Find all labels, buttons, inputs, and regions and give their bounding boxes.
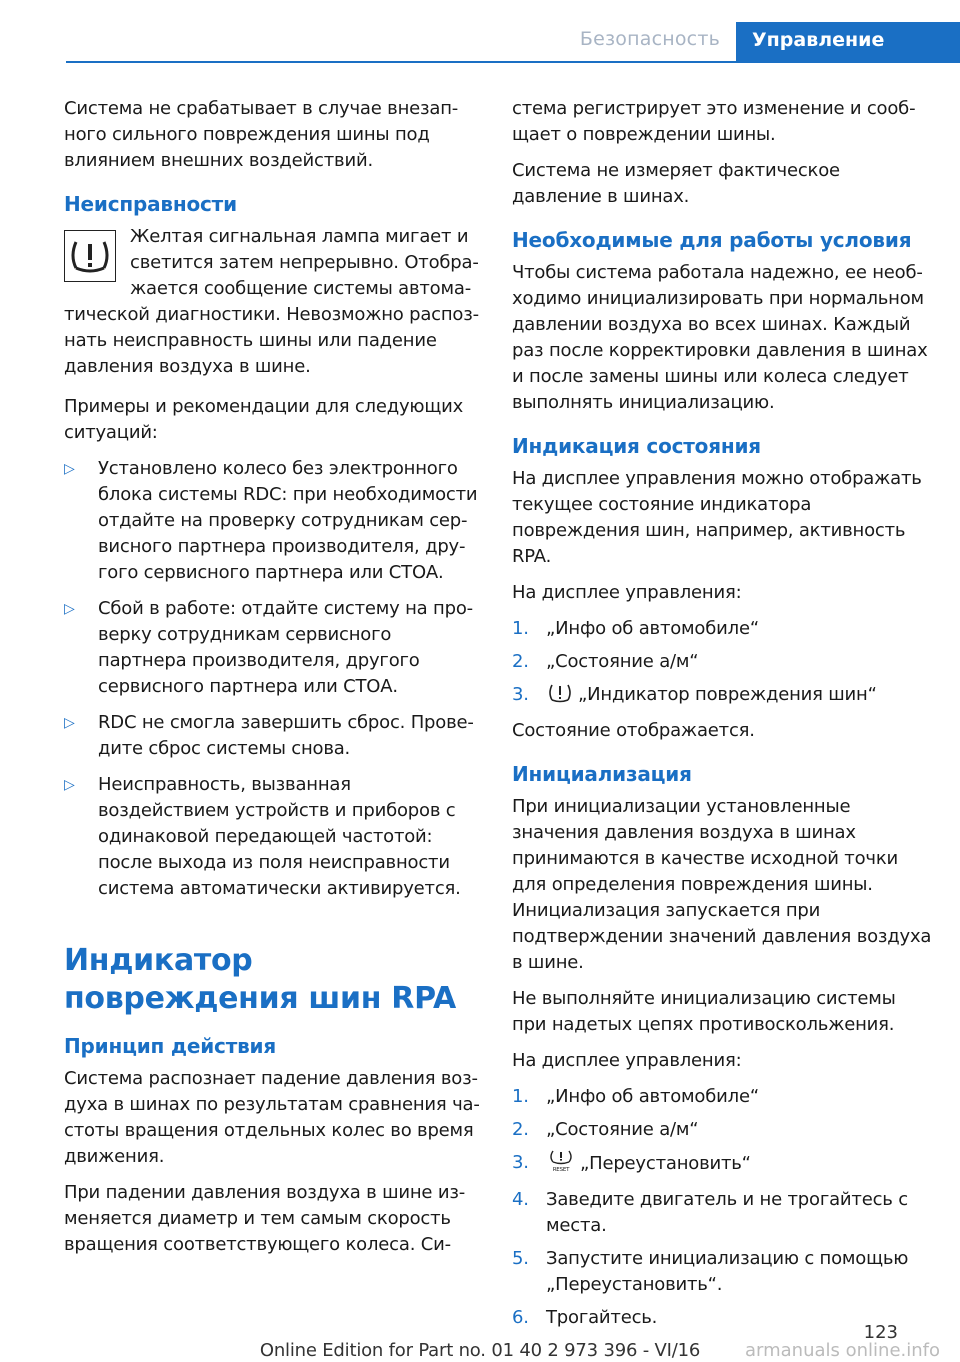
list-item: 3. „Индикатор повреждения шин“ [512,682,932,711]
triangle-right-icon: ▷ [64,777,75,793]
header-bar [0,0,960,62]
watermark: armanuals online.info [744,1340,940,1361]
list-item: ▷ RDC не смогла завершить сброс. Проведите сброс системы снова. [64,712,474,759]
tab-safety[interactable]: Безопасность [579,28,720,50]
faults-text: Желтая сигнальная лампа мигает и светится затем непрерывно. Отображается сообщение системы автоматической диагностики. Невозможно распознать неисправность шины или падение давления воздуха в шине. [64,226,480,377]
list-item: 4. Заведите двигатель и не трогайтесь с места. [512,1189,908,1236]
list-item: ▷ Сбой в работе: отдайте систему на проверку сотрудникам сервисного партнера производителя, другого сервисного партнера или СТОА. [64,598,474,697]
page-number: 123 [863,1322,898,1343]
list-item: 3. RESET „Переустановить“ [512,1150,932,1180]
tire-pressure-warning-icon [548,683,572,711]
examples-intro: Примеры и рекомендации для следующих ситуаций: [64,396,464,443]
status-heading: Индикация состояния [512,434,761,458]
status-result: Состояние отображается. [512,720,755,741]
list-item: ▷ Неисправность, вызванная воздействием устройств и приборов с одинаковой передающей частотой: после выхода из поля неисправности система автоматически активируется. [64,774,461,899]
rpa-heading: Индикатор повреждения шин RPA [64,943,456,1016]
status-paragraph: На дисплее управления можно отображать текущее состояние индикатора повреждения шин, например, активность RPA. [512,468,922,567]
right-column [512,96,932,1338]
continuation-paragraph-1: стема регистрирует это изменение и сообщает о повреждении шины. [512,98,916,145]
header-rule [66,61,960,63]
triangle-right-icon: ▷ [64,715,75,731]
intro-paragraph: Система не срабатывает в случае внезапного сильного повреждения шины под влиянием внешних воздействий. [64,98,459,171]
tab-controls[interactable]: Управление [736,22,960,62]
conditions-heading: Необходимые для работы условия [512,228,912,252]
conditions-paragraph: Чтобы система работала надежно, ее необходимо инициализировать при нормальном давлении воздуха во всех шинах. Каждый раз после корректировки давления в шинах и после замены шины или колеса следует выполнять инициализацию. [512,262,928,413]
edition-line: Online Edition for Part no. 01 40 2 973 396 - VI/16 [259,1340,701,1361]
faults-paragraph [64,224,484,380]
display-intro-1: На дисплее управления: [512,582,742,603]
list-item: 5. Запустите инициализацию с помощью „Переустановить“. [512,1248,909,1295]
left-column [64,96,484,1268]
triangle-right-icon: ▷ [64,601,75,617]
examples-list [64,456,484,902]
list-item: 2. „Состояние а/м“ [512,1119,699,1140]
principle-paragraph-2: При падении давления воздуха в шине изменяется диаметр и тем самым скорость вращения соответствующего колеса. Си- [64,1182,466,1255]
display-intro-2: На дисплее управления: [512,1050,742,1071]
tire-reset-icon [548,1150,574,1180]
list-item: 1. „Инфо об автомобиле“ [512,618,759,639]
continuation-paragraph-2: Система не измеряет фактическое давление в шинах. [512,160,840,207]
list-item: 6. Трогайтесь. [512,1307,658,1328]
init-heading: Инициализация [512,762,692,786]
init-paragraph-1: При инициализации установленные значения давления воздуха в шинах принимаются в качестве исходной точки для определения повреждения шины. Инициализация запускается при подтверждении значений давления воздуха в шине. [512,796,932,973]
svg-text:RESET: RESET [552,1167,570,1172]
list-item: 2. „Состояние а/м“ [512,651,699,672]
init-paragraph-2: Не выполняйте инициализацию системы при надетых цепях противоскольжения. [512,988,896,1035]
list-item: ▷ Установлено колесо без электронного блока системы RDC: при необходимости отдайте на проверку сотрудникам сервисного партнера производителя, другого сервисного партнера или СТОА. [64,458,478,583]
footer [0,1318,960,1361]
list-item: 1. „Инфо об автомобиле“ [512,1086,759,1107]
triangle-right-icon: ▷ [64,461,75,477]
tire-pressure-warning-icon [64,230,116,282]
principle-paragraph-1: Система распознает падение давления воздуха в шинах по результатам сравнения частоты вращения отдельных колес во время движения. [64,1068,480,1167]
faults-heading: Неисправности [64,192,237,216]
init-steps [512,1084,932,1331]
principle-heading: Принцип действия [64,1034,276,1058]
status-steps [512,616,932,711]
